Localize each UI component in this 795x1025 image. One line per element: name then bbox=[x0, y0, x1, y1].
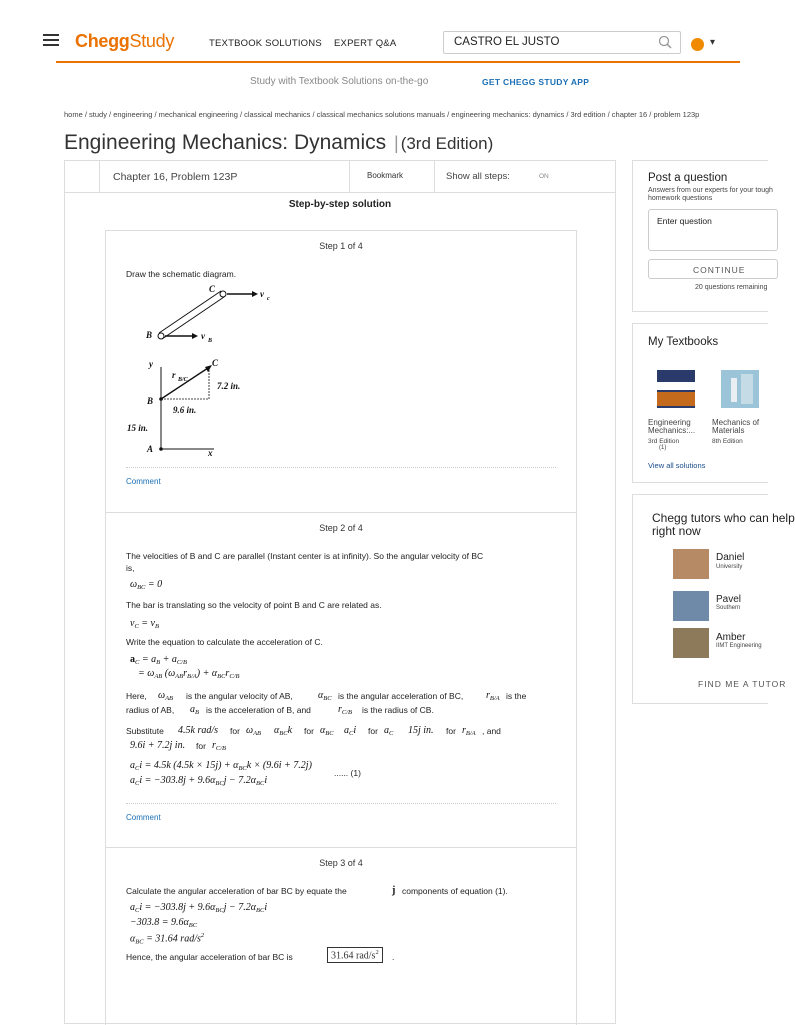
diagram-label-a: A bbox=[147, 444, 154, 454]
step-1 bbox=[105, 230, 577, 512]
eq-part: −303.8 = 9.6α bbox=[130, 917, 189, 928]
eq-part: a bbox=[130, 760, 135, 771]
questions-remaining: 20 questions remaining bbox=[695, 284, 768, 291]
diagram-label-v: v bbox=[260, 289, 264, 299]
chegg-tutors-card bbox=[632, 494, 795, 704]
diagram-label-b2: B bbox=[147, 396, 154, 406]
eq-sub: C/B bbox=[341, 709, 353, 716]
eq-part: i = −303.8j + 9.6α bbox=[139, 902, 216, 913]
symbol-j: j bbox=[392, 885, 396, 896]
eq-part: = ω bbox=[138, 668, 155, 679]
eq-part: a bbox=[130, 775, 135, 786]
question-input[interactable]: Enter question bbox=[648, 209, 778, 251]
eq-part: r bbox=[338, 704, 342, 715]
breadcrumb[interactable]: home / study / engineering / mechanical engineering / classical mechanics / classical mechanics solutions manuals / engineering mechanics: dynamics / 3rd edition / chapter 16 / problem 123p bbox=[64, 110, 700, 119]
menu-icon[interactable] bbox=[43, 34, 59, 46]
title-separator: | bbox=[394, 133, 399, 153]
eq-part: a bbox=[130, 902, 135, 913]
view-all-solutions-link[interactable]: View all solutions bbox=[648, 461, 706, 470]
eq-sub: C/B bbox=[229, 673, 240, 680]
step-2 bbox=[105, 512, 577, 848]
equation-1b bbox=[130, 775, 267, 787]
equation-wbc bbox=[130, 579, 162, 591]
step-text: for bbox=[446, 726, 456, 736]
logo-study: Study bbox=[129, 31, 175, 51]
step-text: The bar is translating so the velocity of point B and C are related as. bbox=[126, 600, 382, 610]
eq-sub: B/A bbox=[489, 695, 500, 702]
eq-sub: C bbox=[135, 780, 140, 787]
eq-part: + a bbox=[160, 654, 177, 665]
answer-box bbox=[327, 947, 383, 963]
eq-part: j − 7.2α bbox=[223, 775, 256, 786]
diagram-label-b: B bbox=[146, 330, 153, 340]
bookmark-button[interactable]: Bookmark bbox=[367, 171, 404, 180]
step-text: is the angular velocity of AB, bbox=[186, 691, 293, 701]
my-textbooks-title: My Textbooks bbox=[648, 336, 719, 348]
comment-link[interactable]: Comment bbox=[126, 813, 161, 822]
continue-button[interactable]: CONTINUE bbox=[648, 259, 778, 279]
eq-part: = a bbox=[139, 654, 157, 665]
sub-15: 15j in. bbox=[408, 725, 434, 736]
step-text: for bbox=[368, 726, 378, 736]
post-question-subtitle: homework questions bbox=[648, 195, 713, 202]
symbol-ab bbox=[190, 704, 199, 716]
step-text: Here, bbox=[126, 691, 147, 701]
eq-sub: C bbox=[135, 659, 140, 666]
book-edition: 3rd Edition bbox=[648, 438, 680, 445]
eq-sub: B bbox=[154, 623, 159, 630]
solution-toolbar bbox=[65, 161, 615, 193]
book-title[interactable]: Engineering bbox=[648, 418, 691, 427]
eq-part: i = −303.8j + 9.6α bbox=[139, 775, 216, 786]
step-text: Substitute bbox=[126, 726, 164, 736]
equation-ac1 bbox=[130, 654, 187, 666]
eq-part: k bbox=[287, 725, 293, 736]
step-text: for bbox=[196, 741, 206, 751]
tutor-name[interactable]: Amber bbox=[716, 632, 746, 643]
diagram-label-y: y bbox=[149, 359, 153, 369]
sub-w-sym bbox=[246, 725, 261, 737]
sub-r-sym bbox=[462, 725, 476, 737]
step-text: components of equation (1). bbox=[402, 886, 508, 896]
sub-96: 9.6i + 7.2j in. bbox=[130, 740, 186, 751]
step-label: Step 3 of 4 bbox=[319, 858, 363, 868]
tutor-name[interactable]: Pavel bbox=[716, 594, 742, 605]
equation-ac2 bbox=[138, 668, 239, 680]
step-text: The velocities of B and C are parallel (Instant center is at infinity). So the angular velocity of BC bbox=[126, 551, 484, 561]
diagram-label-15: 15 in. bbox=[127, 423, 149, 433]
tutor-avatar[interactable] bbox=[673, 591, 709, 621]
equation-1a bbox=[130, 760, 312, 772]
step-label: Step 2 of 4 bbox=[319, 523, 363, 533]
eq-sub: BC bbox=[256, 907, 265, 914]
eq-part: ω bbox=[246, 725, 254, 736]
tutor-school: Southern bbox=[716, 605, 741, 611]
step-text: is the angular acceleration of BC, bbox=[338, 691, 464, 701]
eq-sub: BC bbox=[137, 584, 146, 591]
step-text: Write the equation to calculate the acceleration of C. bbox=[126, 637, 323, 647]
eq-sub: C bbox=[134, 623, 139, 630]
eq-sub: C bbox=[135, 907, 140, 914]
sub-ac-sym bbox=[384, 725, 393, 737]
tutors-title: Chegg tutors who can help bbox=[652, 511, 795, 525]
eq-part: a bbox=[344, 725, 349, 736]
eq-part: = v bbox=[138, 618, 155, 629]
header bbox=[0, 0, 768, 62]
tutor-avatar[interactable] bbox=[673, 549, 709, 579]
answer-value: 31.64 rad/s bbox=[331, 950, 376, 962]
eq-sub: BC bbox=[256, 780, 265, 787]
eq-part: a bbox=[130, 654, 135, 665]
eq-sub: BC bbox=[279, 730, 288, 737]
eq-part: i = 4.5k (4.5k × 15j) + α bbox=[139, 760, 239, 771]
step-text: Calculate the angular acceleration of bar BC by equate the bbox=[126, 886, 347, 896]
diagram-label-c-sub: c bbox=[267, 296, 270, 302]
step-label: Step 1 of 4 bbox=[319, 241, 363, 251]
sub-w: 4.5k rad/s bbox=[178, 725, 218, 736]
show-all-steps-label: Show all steps: bbox=[446, 171, 510, 182]
get-app-link[interactable]: GET CHEGG STUDY APP bbox=[482, 77, 590, 87]
equation-number: ...... (1) bbox=[334, 768, 361, 778]
eq-part: ω bbox=[130, 579, 138, 590]
step-text: Hence, the angular acceleration of bar BC is bbox=[126, 952, 293, 962]
diagram-label-c: C bbox=[209, 284, 216, 294]
eq-part: a bbox=[384, 725, 389, 736]
post-question-title: Post a question bbox=[648, 172, 728, 184]
my-textbooks-card bbox=[632, 323, 768, 483]
diagram-label-c2: C bbox=[212, 358, 219, 368]
tutor-name[interactable]: Daniel bbox=[716, 552, 745, 563]
eq-part: k × (9.6i + 7.2j) bbox=[246, 760, 312, 771]
eq-part: = 0 bbox=[145, 579, 163, 590]
post-question-subtitle: Answers from our experts for your tough bbox=[648, 187, 773, 194]
eq-sub: B bbox=[195, 709, 199, 716]
step-3 bbox=[105, 847, 577, 1025]
promo-text: Study with Textbook Solutions on-the-go bbox=[250, 76, 429, 87]
equation-vc bbox=[130, 618, 159, 630]
sub-a bbox=[274, 725, 292, 737]
eq-part: r bbox=[183, 668, 188, 679]
eq-part: v bbox=[130, 618, 135, 629]
logo-chegg: Chegg bbox=[75, 31, 130, 51]
symbol-rba bbox=[486, 690, 500, 702]
symbol-wab bbox=[158, 690, 173, 702]
diagram-label-7-2: 7.2 in. bbox=[217, 381, 241, 391]
eq-part: α bbox=[130, 933, 136, 945]
divider bbox=[126, 467, 556, 468]
step-text: is, bbox=[126, 563, 135, 573]
eq-sub: BC bbox=[215, 907, 224, 914]
book-edition: 8th Edition bbox=[712, 438, 743, 445]
eq-part: r bbox=[486, 690, 490, 701]
eq-sub: C bbox=[389, 730, 394, 737]
post-question-card bbox=[632, 160, 773, 312]
tutor-avatar[interactable] bbox=[673, 628, 709, 658]
search-input[interactable]: CASTRO EL JUSTO bbox=[443, 31, 681, 54]
eq-sub: C bbox=[349, 730, 354, 737]
chegg-study-logo[interactable] bbox=[75, 31, 174, 52]
book-title: Engineering Mechanics: Dynamics bbox=[64, 131, 387, 154]
eq-sub: AB bbox=[154, 673, 163, 680]
eq-part: ω bbox=[158, 690, 166, 701]
eq-part: r bbox=[225, 668, 230, 679]
diagram-label-9-6: 9.6 in. bbox=[173, 405, 197, 415]
tutor-school: IIMT Engineering bbox=[716, 643, 762, 649]
book-cover-materials[interactable] bbox=[721, 370, 759, 408]
eq-sub: BC bbox=[188, 922, 198, 929]
search-icon[interactable] bbox=[658, 35, 672, 49]
eq-sub: BC bbox=[323, 695, 332, 702]
nav-textbook-solutions[interactable]: TEXTBOOK SOLUTIONS bbox=[209, 38, 322, 49]
eq-part: i bbox=[264, 902, 268, 913]
eq-sub: AB bbox=[253, 730, 262, 737]
eq-sub: B/A bbox=[187, 673, 197, 680]
eq-part: α bbox=[274, 725, 280, 736]
show-all-steps-toggle[interactable]: ON bbox=[539, 173, 549, 180]
eq-sub: BC bbox=[217, 673, 226, 680]
eq-sub: B bbox=[156, 659, 161, 666]
eq-sub: B/A bbox=[465, 730, 476, 737]
diagram-label-r: r bbox=[172, 370, 176, 380]
book-title[interactable]: Mechanics of bbox=[712, 418, 760, 427]
sub-ac bbox=[344, 725, 356, 737]
solution-panel bbox=[64, 160, 616, 1024]
nav-expert-qa[interactable]: EXPERT Q&A bbox=[334, 38, 397, 49]
eq-sub: BC bbox=[135, 938, 144, 946]
eq-part: r bbox=[462, 725, 466, 736]
eq-sub: BC bbox=[215, 780, 224, 787]
header-divider bbox=[56, 61, 740, 63]
step-text: for bbox=[230, 726, 240, 736]
eq-sub: AB bbox=[175, 673, 184, 680]
step-text: Draw the schematic diagram. bbox=[126, 269, 237, 279]
eq-part: i bbox=[264, 775, 268, 786]
toolbar-cell bbox=[65, 161, 100, 193]
symbol-rcb bbox=[338, 704, 352, 716]
solution-title: Step-by-step solution bbox=[288, 199, 392, 210]
tutors-title: right now bbox=[652, 524, 701, 538]
eq-sub: C bbox=[135, 765, 140, 772]
eq-sup: 2 bbox=[200, 932, 205, 939]
step-text: for bbox=[304, 726, 314, 736]
book-edition-count: (1) bbox=[659, 445, 667, 451]
diagram-label-vb-sub: B bbox=[208, 338, 213, 344]
eq-sub: AB bbox=[165, 695, 174, 702]
eq-part: α bbox=[320, 725, 326, 736]
step-text: , and bbox=[482, 726, 501, 736]
page-title bbox=[64, 131, 493, 155]
eq-part: j − 7.2α bbox=[223, 902, 256, 913]
problem-label: Chapter 16, Problem 123P bbox=[113, 171, 238, 183]
book-title[interactable]: Materials bbox=[712, 426, 745, 435]
eq-part: = 31.64 rad/s bbox=[143, 933, 201, 945]
book-cover-dynamics[interactable] bbox=[657, 370, 695, 408]
equation-3c bbox=[130, 932, 204, 945]
eq-sub: BC bbox=[238, 765, 247, 772]
step-text: is the radius of CB. bbox=[362, 705, 434, 715]
avatar[interactable] bbox=[691, 38, 704, 51]
diagram-label-vb: v bbox=[201, 331, 205, 341]
schematic-diagram bbox=[126, 281, 270, 459]
symbol-abc bbox=[318, 690, 332, 702]
eq-part: ) + α bbox=[196, 668, 218, 679]
eq-part: a bbox=[190, 704, 195, 715]
sub-rcb bbox=[212, 740, 226, 752]
chevron-down-icon[interactable]: ▾ bbox=[710, 37, 716, 48]
diagram-label-x: x bbox=[208, 448, 213, 458]
equation-3b bbox=[130, 917, 197, 929]
diagram-label-r-sub: B/C bbox=[178, 377, 188, 383]
step-text: radius of AB, bbox=[126, 705, 175, 715]
eq-sub: C/B bbox=[176, 659, 187, 666]
eq-sub: C/B bbox=[215, 745, 227, 752]
eq-part: α bbox=[318, 690, 324, 701]
equation-3a bbox=[130, 902, 267, 914]
tutor-school: University bbox=[716, 564, 743, 570]
divider bbox=[126, 803, 556, 804]
step-text: . bbox=[392, 952, 395, 962]
eq-part: r bbox=[212, 740, 216, 751]
book-title[interactable]: Mechanics:... bbox=[648, 426, 696, 435]
step-text: is the acceleration of B, and bbox=[206, 705, 311, 715]
eq-part: (ω bbox=[162, 668, 176, 679]
book-edition: (3rd Edition) bbox=[400, 134, 494, 153]
answer-sup: 2 bbox=[375, 949, 379, 956]
eq-part: i bbox=[353, 725, 357, 736]
find-tutor-button[interactable]: FIND ME A TUTOR bbox=[698, 679, 787, 689]
comment-link[interactable]: Comment bbox=[126, 477, 161, 486]
sub-a-sym bbox=[320, 725, 334, 737]
eq-sub: BC bbox=[325, 730, 334, 737]
step-text: is the bbox=[506, 691, 527, 701]
